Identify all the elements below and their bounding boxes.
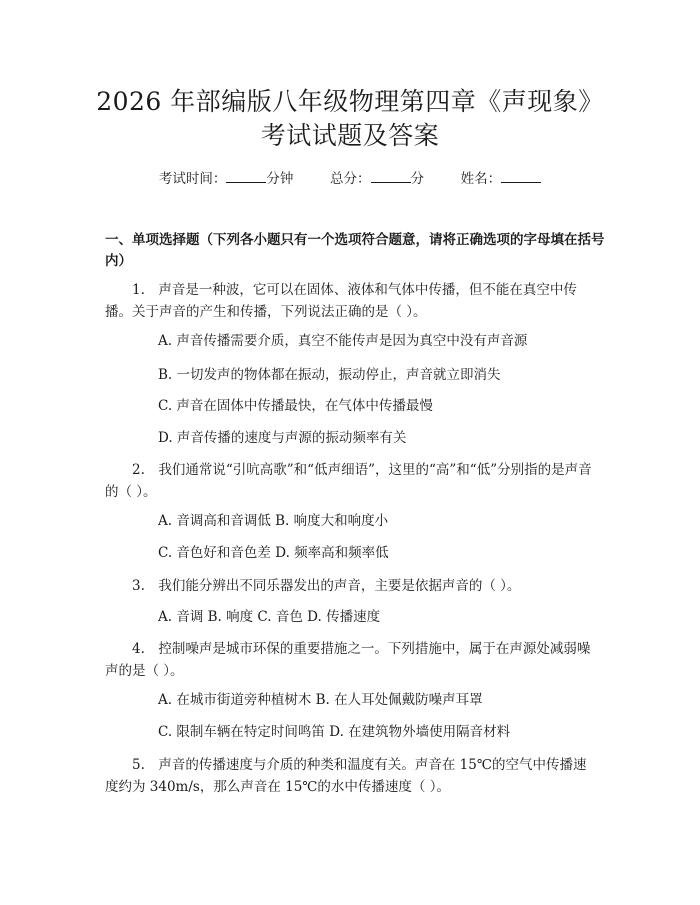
time-blank xyxy=(226,170,266,183)
question-4-options-ab: A. 在城市街道旁种植树木 B. 在人耳处佩戴防噪声耳罩 xyxy=(158,692,483,708)
time-label: 考试时间： xyxy=(158,171,227,187)
question-3-options: A. 音调 B. 响度 C. 音色 D. 传播速度 xyxy=(158,609,381,625)
name-label: 姓名： xyxy=(460,171,502,187)
page-title: 2026 年部编版八年级物理第四章《声现象》 xyxy=(96,87,604,116)
time-unit: 分钟 xyxy=(266,171,294,187)
page-subtitle: 考试试题及答案 xyxy=(260,121,440,150)
question-1-option-b: B. 一切发声的物体都在振动，振动停止，声音就立即消失 xyxy=(158,367,501,383)
section-heading: 一、单项选择题（下列各小题只有一个选项符合题意，请将正确选项的字母填在括号内） xyxy=(105,232,605,269)
name-blank xyxy=(501,170,541,183)
question-1: 1. 声音是一种波，它可以在固体、液体和气体中传播，但不能在真空中传播。关于声音的产生和传播，下列说法正确的是（ ）。 xyxy=(105,282,577,320)
question-1-option-c: C. 声音在固体中传播最快，在气体中传播最慢 xyxy=(158,398,433,414)
question-2: 2. 我们通常说“引吭高歌”和“低声细语”，这里的“高”和“低”分别指的是声音的（ ）。 xyxy=(105,462,592,500)
score-blank xyxy=(371,170,411,183)
question-4: 4. 控制噪声是城市环保的重要措施之一。下列措施中，属于在声源处减弱噪声的是（ ）。 xyxy=(105,641,591,679)
question-4-options-cd: C. 限制车辆在特定时间鸣笛 D. 在建筑物外墙使用隔音材料 xyxy=(158,724,511,740)
question-1-option-a: A. 声音传播需要介质，真空不能传声是因为真空中没有声音源 xyxy=(158,333,528,349)
question-3: 3. 我们能分辨出不同乐器发出的声音，主要是依据声音的（ ）。 xyxy=(132,578,521,594)
score-label: 总分： xyxy=(330,171,371,187)
question-1-option-d: D. 声音传播的速度与声源的振动频率有关 xyxy=(158,430,407,446)
exam-meta xyxy=(0,170,700,188)
score-unit: 分 xyxy=(410,171,424,187)
question-2-options-ab: A. 音调高和音调低 B. 响度大和响度小 xyxy=(158,513,389,529)
question-2-options-cd: C. 音色好和音色差 D. 频率高和频率低 xyxy=(158,545,389,561)
question-5: 5. 声音的传播速度与介质的种类和温度有关。声音在 15℃的空气中传播速度约为 340m/s，那么声音在 15℃的水中传播速度（ ）。 xyxy=(105,757,587,795)
